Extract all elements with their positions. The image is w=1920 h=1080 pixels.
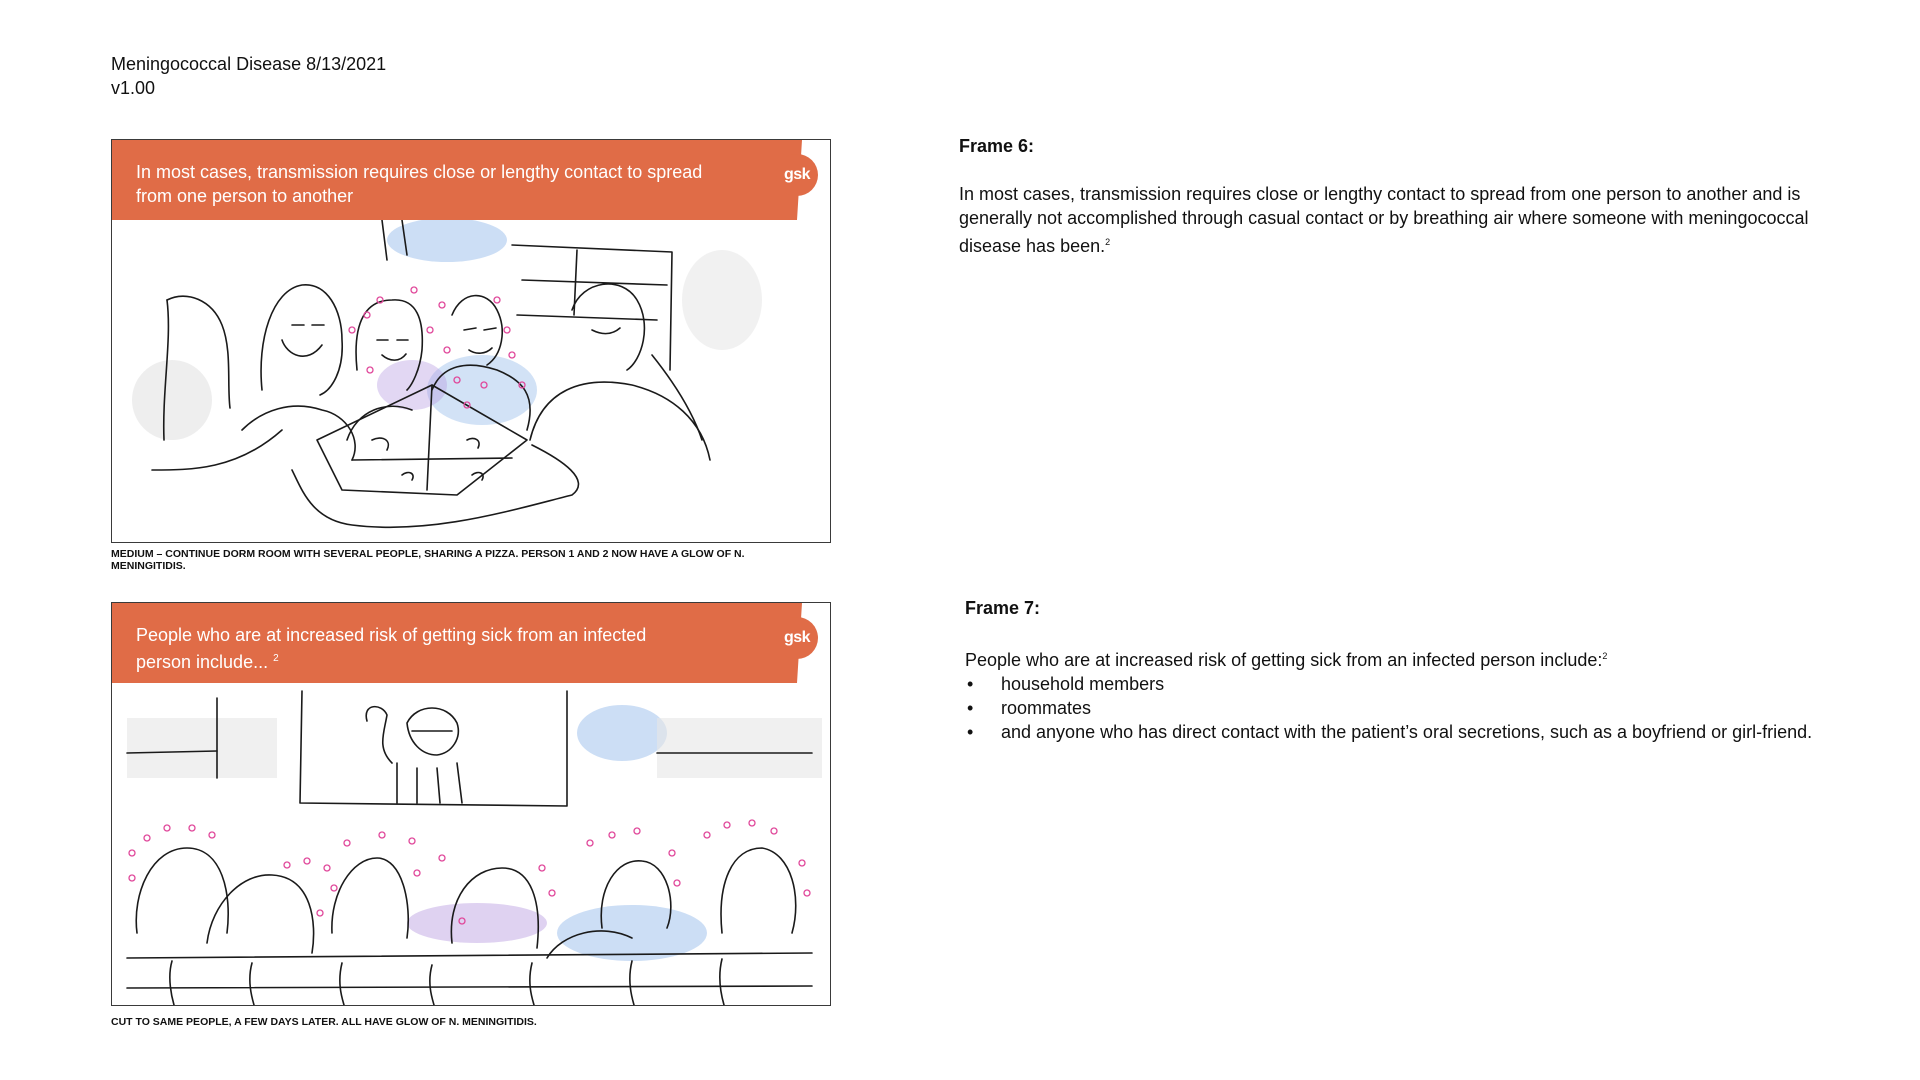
frame-6-title: Frame 6: xyxy=(959,136,1035,156)
bullet-item: • household members xyxy=(965,672,1835,696)
frame-6-body-text: In most cases, transmission requires close or lengthy contact to spread from one person to another and is generally not accomplished through casual contact or by breathing air where someone with meningococcal disease has been. xyxy=(959,184,1809,256)
frame-6-caption: MEDIUM – CONTINUE DORM ROOM WITH SEVERAL PEOPLE, SHARING A PIZZA. PERSON 1 AND 2 NOW HAVE A GLOW OF N. MENINGITIDIS. xyxy=(111,548,745,572)
frame-7-title: Frame 7: xyxy=(965,598,1041,618)
document-title: Meningococcal Disease 8/13/2021 xyxy=(111,54,387,74)
document-header xyxy=(111,52,386,100)
frame-6-banner-text: In most cases, transmission requires close or lengthy contact to spread from one person to another xyxy=(136,162,703,206)
frame-6-notes xyxy=(959,134,1829,258)
bullet-item: • roommates xyxy=(965,696,1835,720)
frame-7-caption: CUT TO SAME PEOPLE, A FEW DAYS LATER. ALL HAVE GLOW OF N. MENINGITIDIS. xyxy=(111,1016,537,1028)
storyboard-panel-frame-6 xyxy=(111,139,831,543)
gsk-logo: gsk xyxy=(776,617,818,659)
frame-6-body xyxy=(959,182,1829,258)
frame-7-bullet-list xyxy=(965,672,1835,744)
frame-7-banner-text xyxy=(136,623,706,674)
document-version: v1.00 xyxy=(111,78,156,98)
frame-7-banner-text-main: People who are at increased risk of getting sick from an infected person include... xyxy=(136,625,647,672)
bullet-item: • and anyone who has direct contact with the patient’s oral secretions, such as a boyfriend or girl-friend. xyxy=(965,720,1835,744)
storyboard-panel-frame-7 xyxy=(111,602,831,1006)
frame-7-intro-text: People who are at increased risk of getting sick from an infected person include: xyxy=(965,650,1603,670)
frame-7-notes xyxy=(965,596,1835,744)
frame-7-intro xyxy=(965,644,1835,672)
frame-7-footnote: 2 xyxy=(1602,651,1608,661)
frame-6-footnote: 2 xyxy=(1105,237,1111,247)
gsk-logo: gsk xyxy=(776,154,818,196)
frame-7-banner-footnote: 2 xyxy=(273,653,279,664)
